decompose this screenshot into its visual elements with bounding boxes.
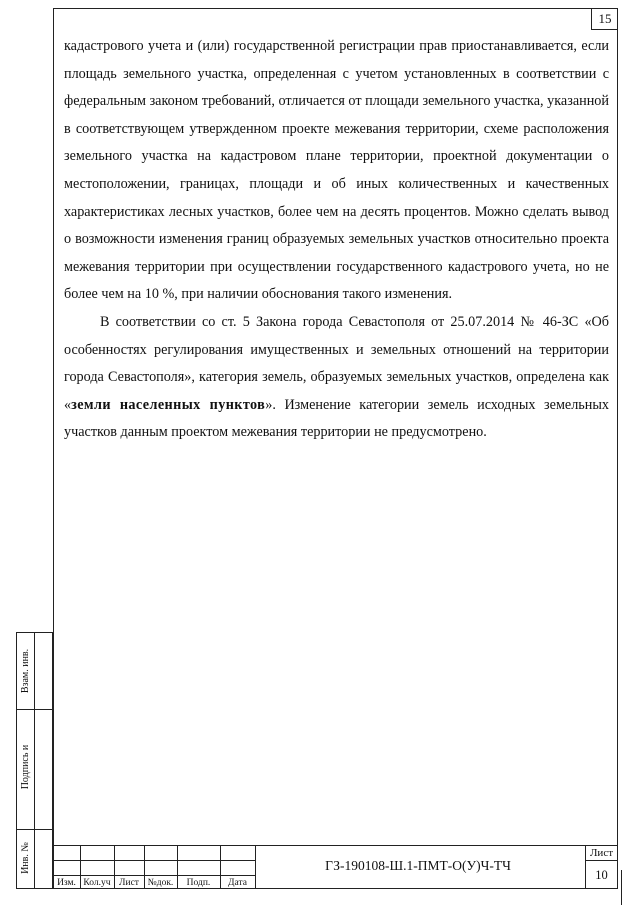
sheet-cell-line bbox=[585, 860, 618, 861]
side-stamp-row-line bbox=[17, 709, 52, 710]
side-stamp-divider bbox=[34, 633, 35, 888]
paragraph-2 bbox=[64, 309, 609, 447]
inventory-number-label: Инв. № bbox=[20, 842, 31, 874]
body-text bbox=[64, 33, 609, 447]
header-doc-number: №док. bbox=[147, 878, 174, 888]
header-signature: Подп. bbox=[186, 878, 211, 888]
header-change: Изм. bbox=[57, 878, 76, 888]
replacement-inventory-label: Взам. инв. bbox=[20, 648, 31, 694]
title-block bbox=[53, 845, 618, 889]
sheet-number: 10 bbox=[595, 868, 608, 882]
paragraph-1: кадастрового учета и (или) государственной регистрации прав приостанавливается, если площадь земельного участка, определенная с учетом установленных в соответствии с федеральным законом требований, отличается от площади земельного участка, указанной в соответствующем утвержденном проекте межевания территории, схеме расположения земельного участка на кадастровом плане территории, проектной документации о местоположении, границах, площади и об иных количественных и качественных характеристиках лесных участков, более чем на десять процентов. Можно сделать вывод о возможности изменения границ образуемых земельных участков относительно проекта межевания территории при осуществлении государственного кадастрового учета, но не более чем на 10 %, при наличии обоснования такого изменения. bbox=[64, 38, 609, 303]
header-date: Дата bbox=[228, 878, 247, 888]
paragraph-2-start: В соответствии со ст. 5 Закона города Севастополя от 25.07.2014 № 46-ЗС «Об особенностях регулирования имущественных и земельных отношений на территории города Севастополя», категория земель, образуемых земельных участков, определена как « bbox=[64, 313, 609, 413]
land-category-bold: земли населенных пунктов bbox=[71, 396, 266, 413]
side-stamp bbox=[16, 632, 53, 889]
signature-date-label: Подпись и bbox=[20, 744, 31, 790]
title-block-row-line bbox=[53, 860, 255, 861]
header-count: Кол.уч bbox=[83, 878, 111, 888]
page-number: 15 bbox=[591, 8, 618, 30]
paragraph-2-end: ». Изменение категории земель исходных земельных участков данным проектом межевания территории не предусмотрено. bbox=[64, 396, 609, 441]
document-code: ГЗ-190108-Ш.1-ПМТ-О(У)Ч-ТЧ bbox=[325, 858, 511, 873]
sheet-label: Лист bbox=[589, 847, 614, 859]
header-sheet: Лист bbox=[119, 878, 139, 888]
scan-edge-line bbox=[621, 870, 622, 905]
